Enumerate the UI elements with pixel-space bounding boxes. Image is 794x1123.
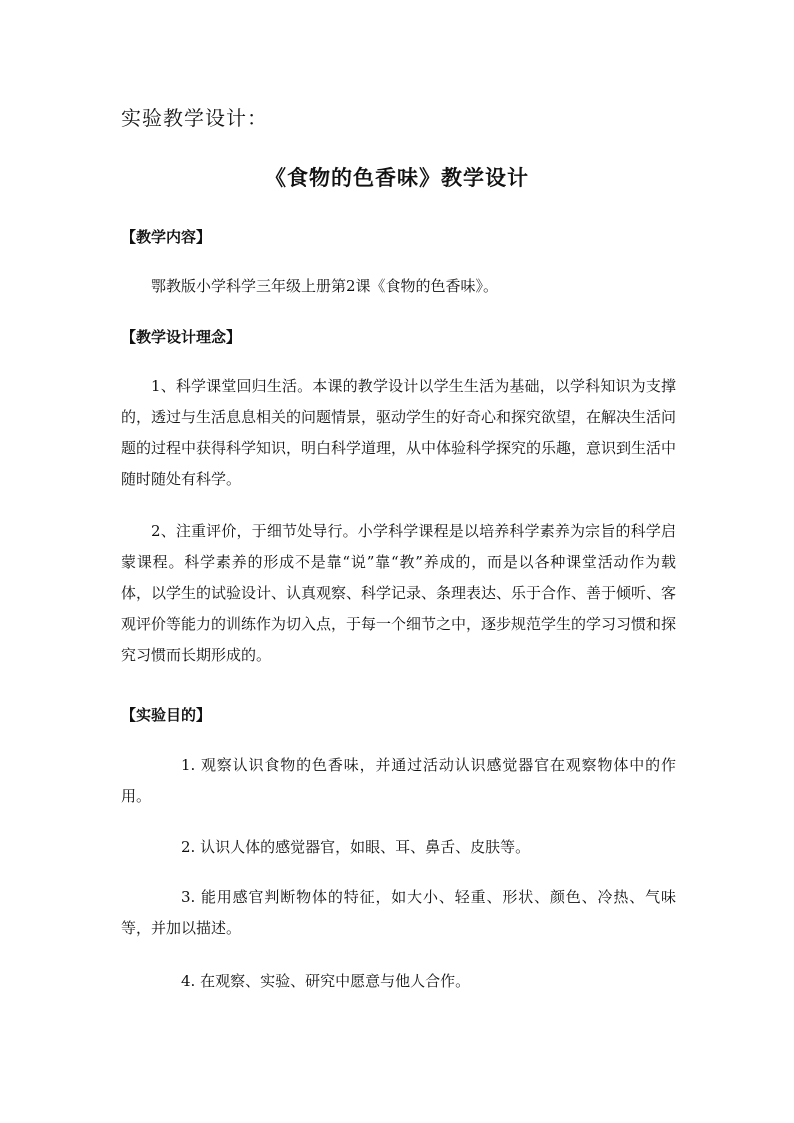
experiment-goal-item-2: 2. 认识人体的感觉器官，如眼、耳、鼻舌、皮肤等。 — [181, 838, 531, 856]
experiment-goal-item-4: 4. 在观察、实验、研究中愿意与他人合作。 — [181, 972, 471, 990]
section-label-design-philosophy: 【教学设计理念】 — [121, 328, 242, 346]
section-label-teaching-content: 【教学内容】 — [121, 228, 212, 246]
experiment-goal-item-3: 3. 能用感官判断物体的特征，如大小、轻重、形状、颜色、冷热、气味等，并加以描述。 — [121, 888, 676, 937]
design-philosophy-paragraph-2: 2、注重评价，于细节处导行。小学科学课程是以培养科学素养为宗旨的科学启蒙课程。科学素养的形成不是靠“说”靠“教”养成的，而是以各种课堂活动作为载体，以学生的试验设计、认真观察、科学记录、条理表达、乐于合作、善于倾听、客观评价等能力的训练作为切入点，于每一个细节之中，逐步规范学生的学习习惯和探究习惯而长期形成的。 — [121, 522, 677, 664]
teaching-content-text: 鄂教版小学科学三年级上册第2课《食物的色香味》。 — [151, 277, 499, 295]
document-title: 《食物的色香味》教学设计 — [265, 165, 529, 190]
section-label-experiment-goals: 【实验目的】 — [121, 706, 212, 724]
document-heading: 实验教学设计： — [121, 106, 268, 130]
experiment-goal-item-1: 1. 观察认识食物的色香味，并通过活动认识感觉器官在观察物体中的作用。 — [121, 756, 676, 805]
design-philosophy-paragraph-1: 1、科学课堂回归生活。本课的教学设计以学生生活为基础，以学科知识为支撑的，透过与生活息息相关的问题情景，驱动学生的好奇心和探究欲望，在解决生活问题的过程中获得科学知识，明白科学道理，从中体验科学探究的乐趣，意识到生活中随时随处有科学。 — [121, 377, 677, 488]
